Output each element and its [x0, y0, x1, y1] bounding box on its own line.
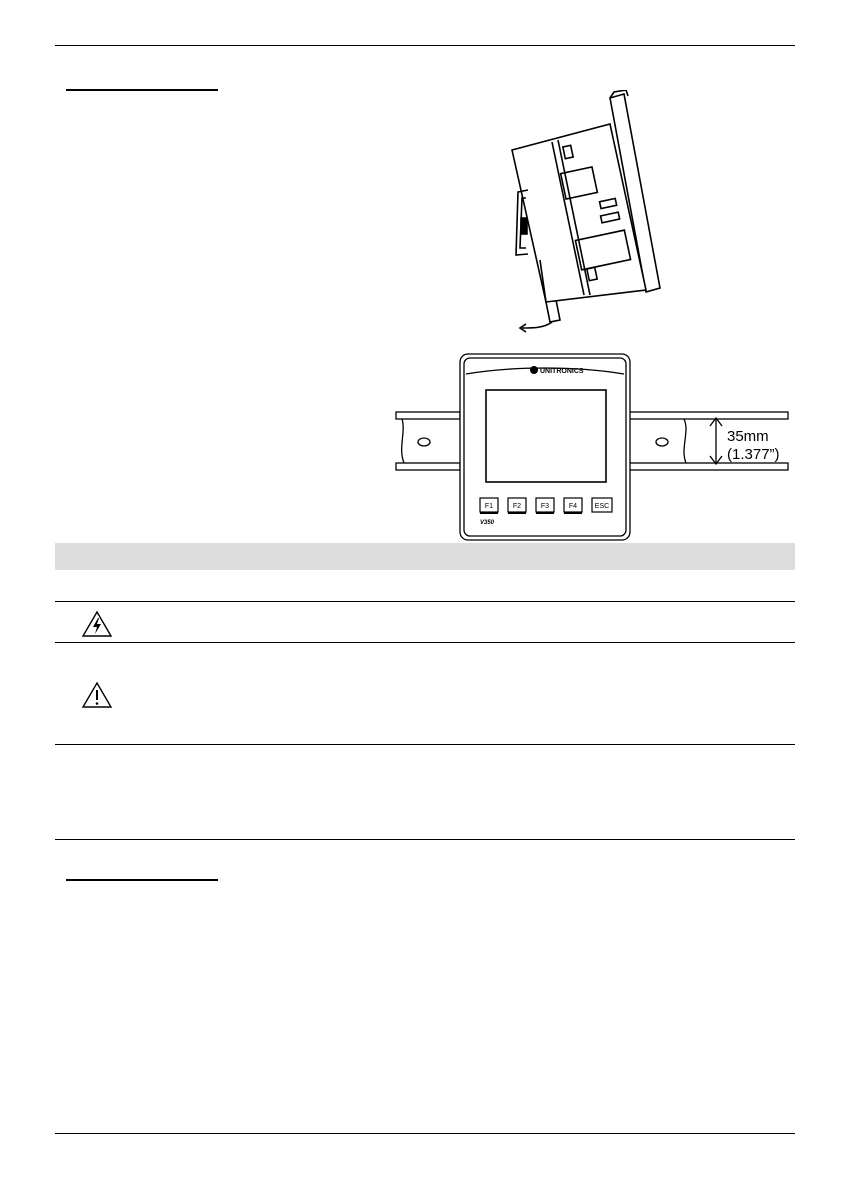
footer-rule [55, 1133, 795, 1134]
rail-dimension-metric: 35mm [727, 428, 769, 445]
rail-dimension-imperial: (1.377”) [727, 446, 780, 463]
lightning-warning-icon [81, 610, 113, 638]
section-band [55, 543, 795, 570]
exclamation-warning-icon [81, 681, 113, 709]
din-rail-side-view-drawing [500, 90, 680, 340]
key-f3: F3 [540, 503, 550, 510]
table-rule-4 [55, 839, 795, 840]
header-rule [55, 45, 795, 46]
key-f1: F1 [484, 503, 494, 510]
section-heading-underline-top [66, 89, 218, 91]
model-text: V350 [480, 520, 495, 526]
section-heading-underline-bottom [66, 879, 218, 881]
key-f2: F2 [512, 503, 522, 510]
key-esc: ESC [594, 503, 610, 510]
table-rule-2 [55, 642, 795, 643]
key-f4: F4 [568, 503, 578, 510]
brand-text: UNITRONICS [540, 368, 584, 375]
table-rule-1 [55, 601, 795, 602]
table-rule-3 [55, 744, 795, 745]
